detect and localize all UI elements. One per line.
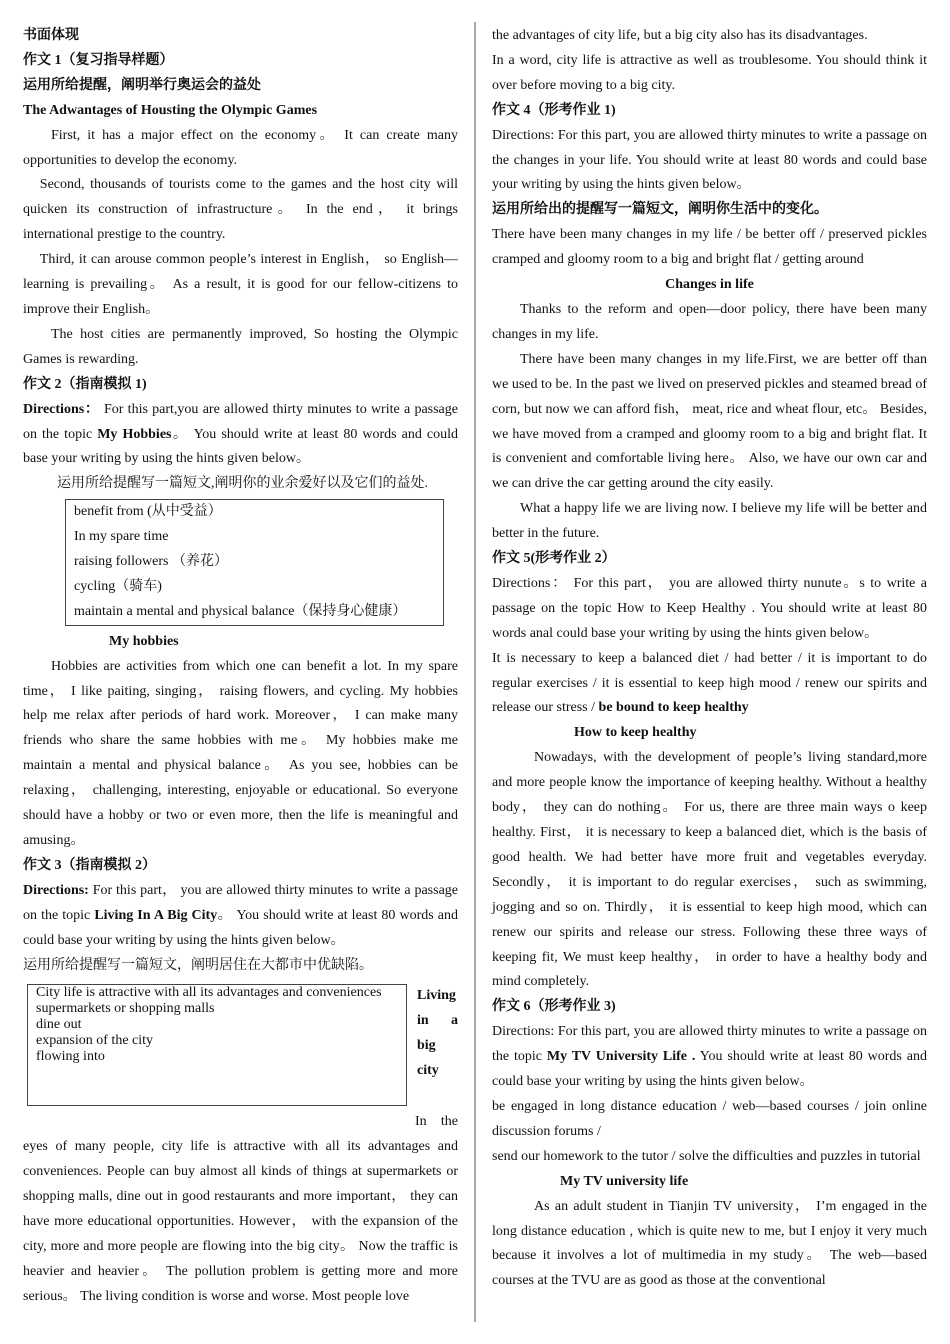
hint-item: expansion of the city: [36, 1033, 154, 1049]
hint-item: benefit from (从中受益）: [74, 504, 222, 520]
essay-4-heading: 作文 4（形考作业 1): [492, 102, 616, 118]
essay-3-body-cont: the advantages of city life, but a big city also has its disadvantages.: [492, 28, 868, 43]
essay-6-heading: 作文 6（形考作业 3): [492, 999, 616, 1015]
essay-3-directions: [23, 879, 458, 954]
essay-4-title: Changes in life: [665, 277, 754, 293]
essay-4-paragraph-3: What a happy life we are living now. I believe my life will be better and better in the future.: [492, 501, 927, 542]
essay-5-hints: [492, 647, 927, 722]
essay-5-heading: 作文 5(形考作业 2）: [492, 551, 616, 567]
essay-2-body: Hobbies are activities from which one can benefit a lot. In my spare time， I like paiting, singing， raising flowers, and cycling. My hobbies help me relax after periods of hard work. Moreover， I can make many friends who share the same hobbies with me。 My hobbies make me maintain a mental and physical balance。 As you see, hobbies can be relaxing， challenging, interesting, enjoyable or educational. So everyone should have a hobby or two or even more, then the life is meaningful and amusing。: [23, 658, 458, 848]
essay-3-hints-box: [27, 984, 407, 1106]
essay-2-hints-box: [65, 499, 444, 626]
essay-4-prompt: 运用所给出的提醒写一篇短文，阐明你生活中的变化。: [492, 202, 828, 218]
essay-2-heading: 作文 2（指南模拟 1): [23, 376, 147, 392]
essay-6-title: My TV university life: [560, 1173, 689, 1189]
essay-3-conclusion: In a word, city life is attractive as well as troublesome. You should think it over before moving to a big city.: [492, 52, 927, 93]
title-word: city: [417, 1063, 439, 1079]
directions-label: Directions：: [23, 401, 100, 417]
hint-item: maintain a mental and physical balance（保持身心健康）: [74, 603, 407, 619]
left-column: [23, 24, 458, 1310]
hint-item: cycling（骑车): [74, 578, 162, 594]
essay-1-heading: 作文 1（复习指导样题）: [23, 52, 174, 68]
essay-5-directions: Directions： For this part， you are allowed thirty nunute。s to write a passage on the topic How to Keep Healthy . You should write at least 80 words anal could base your writing by using the hints given below。: [492, 575, 927, 641]
hint-item: City life is attractive with all its advantages and conveniences: [36, 985, 382, 1001]
essay-4-paragraph-1: Thanks to the reform and open—door policy, there have been many changes in my life.: [492, 301, 927, 342]
essay-1-paragraph-4: The host cities are permanently improved, So hosting the Olympic Games is rewarding.: [23, 326, 458, 367]
directions-label: Directions:: [23, 882, 89, 898]
essay-4-directions: Directions: For this part, you are allowed thirty minutes to write a passage on the changes in your life. You should write at least 80 words and could base your writing by using the hints given below。: [492, 127, 927, 193]
essay-2-directions: [23, 398, 458, 473]
essay-6-hints-2: send our homework to the tutor / solve the difficulties and puzzles in tutorial: [492, 1148, 921, 1164]
essay-1-paragraph-1: First, it has a major effect on the economy。 It can create many opportunities to develop the economy.: [23, 127, 458, 168]
essay-3-body: In the eyes of many people, city life is attractive with all its advantages and conveniences. People can buy almost all kinds of things at supermarkets or shopping malls, dine out in good restaurants and more important， they can have more educational opportunities. However， with the expansion of the city, more and more people are flowing into the big city。 Now the traffic is heavier and heavier。 The pollution problem is getting more and more serious。 The living condition is worse and worse. Most people love: [23, 1114, 458, 1304]
essay-5-body: Nowadays, with the development of people’s living standard,more and more people know the importance of keeping healthy. Without a healthy body， they can do nothing。 For us, there are three main ways o keep healthy. First， it is necessary to keep a balanced diet, which is the basis of good health. We had better have more fruit and vegetables everyday. Secondly， it is important to do regular exercises， such as swimming, jogging and so on. Thirdly， it is essential to keep high mood, which can renew our spirits and release our stress. Following these three ways of keeping fit, We must keep healthy， in order to have a healthy body and mind completely.: [492, 750, 927, 990]
essay-4-paragraph-2: There have been many changes in my life.First, we are better off than we used to be. In the past we lived on preserved pickles and steamed bread of corn, but now we can afford fish， meat, rice and wheat flour, etc。 Besides, we have moved from a cramped and gloomy room to a big and bright flat. It is convenient and comfortable living here。 Also, we have our own car and we can drive the car getting around the city easily.: [492, 351, 927, 492]
essay-4-hints: There have been many changes in my life / be better off / preserved pickles cramped and gloomy room to a big and bright flat / getting around: [492, 227, 927, 268]
essay-1-paragraph-3: Third, it can arouse common people’s interest in English， so English—learning is prevailing。 As a result, it is good for our fellow-citizens to improve their English。: [23, 252, 458, 317]
section-heading: 书面体现: [23, 28, 79, 43]
directions-topic: My Hobbies: [97, 426, 172, 442]
hint-item: dine out: [36, 1017, 82, 1033]
directions-topic: Living In A Big City: [94, 907, 218, 923]
directions-text: Directions: For this part, you are allowed thirty minutes to write a passage on the topic: [492, 1024, 927, 1065]
directions-text: For this part， you are allowed thirty minutes to write a passage on the topic: [23, 882, 458, 923]
essay-6-body: As an adult student in Tianjin TV university， I’m engaged in the long distance education , which is quite new to me, but I enjoy it very much because it involves a lot of multimedia in my study。 The web—based courses at the TVU are as good as those at the conventional: [492, 1198, 927, 1289]
essay-2-prompt: 运用所给提醒写一篇短文,阐明你的业余爱好以及它们的益处.: [57, 476, 428, 492]
essay-2-title: My hobbies: [109, 633, 179, 649]
directions-text: 。 You should write at least 80 words and could base your writing by using the hints given below。: [23, 426, 458, 467]
essay-5-title: How to keep healthy: [574, 725, 697, 741]
hint-item: flowing into: [36, 1049, 105, 1065]
title-word: big: [417, 1038, 436, 1054]
essay-1-paragraph-2: Second, thousands of tourists come to the games and the host city will quicken its construction of infrastructure。 In the end， it brings international prestige to the country.: [23, 177, 458, 243]
essay-3-heading: 作文 3（指南模拟 2）: [23, 857, 156, 873]
right-column: [492, 24, 927, 1294]
column-divider: [474, 22, 476, 1322]
essay-6-directions: [492, 1020, 927, 1095]
directions-topic: My TV University Life .: [546, 1049, 696, 1065]
essay-3-prompt: 运用所给提醒写一篇短文，阐明居住在大都市中优缺陷。: [23, 957, 373, 973]
essay-1-title: The Adwantages of Housting the Olympic Games: [23, 102, 318, 118]
hint-item: supermarkets or shopping malls: [36, 1001, 215, 1017]
hint-item: In my spare time: [74, 529, 169, 545]
hints-text: It is necessary to keep a balanced diet / had better / it is important to do regular exercises / it is essential to keep high mood / renew our spirits and release our stress /: [492, 650, 927, 716]
directions-text: You should write at least 80 words and could base your writing by using the hints given below。: [492, 1049, 927, 1090]
title-word: in a: [417, 1013, 458, 1029]
essay-1-prompt: 运用所给提醒，阐明举行奥运会的益处: [23, 77, 261, 93]
title-word: Living: [417, 988, 456, 1004]
essay-6-hints-1: be engaged in long distance education / web—based courses / join online discussion forums /: [492, 1098, 927, 1139]
directions-text: For this part,you are allowed thirty minutes to write a passage on the topic: [23, 401, 458, 442]
hint-item: raising followers （养花）: [74, 554, 228, 570]
directions-text: 。 You should write at least 80 words and could base your writing by using the hints given below。: [23, 907, 458, 948]
hints-text-bold: be bound to keep healthy: [598, 700, 749, 716]
